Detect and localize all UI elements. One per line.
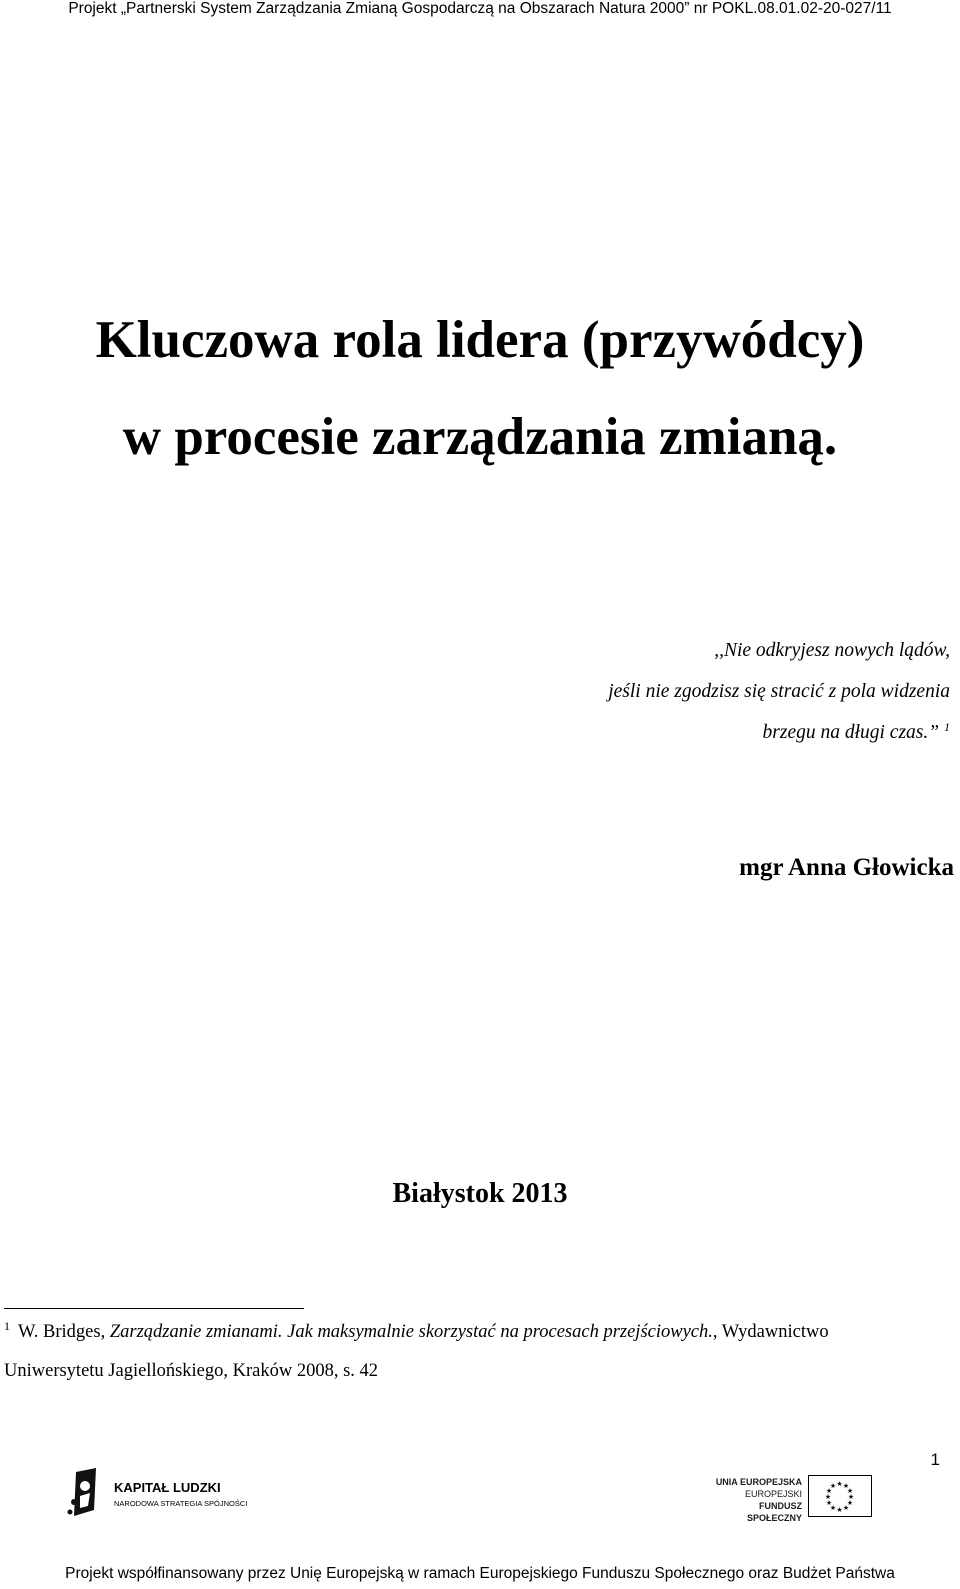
kapital-ludzki-title: KAPITAŁ LUDZKI [114,1480,221,1495]
footnote-separator [4,1308,304,1309]
document-title-line-2: w procesie zarządzania zmianą. [122,408,838,466]
svg-text:★: ★ [846,1499,854,1507]
place-and-year: Białystok 2013 [392,1178,568,1209]
footnote-author: W. Bridges, [18,1322,110,1342]
svg-text:★: ★ [836,1480,843,1488]
footnote-number: 1 [4,1319,10,1333]
svg-text:★: ★ [829,1482,837,1490]
page-header: Projekt „Partnerski System Zarządzania Zmianą Gospodarczą na Obszarach Natura 2000” nr POKL.08.01.02-20-027/11 [68,0,892,17]
svg-text:★: ★ [825,1487,833,1495]
kapital-ludzki-emblem-icon [66,1466,256,1526]
eu-label-line-2: EUROPEJSKI [744,1489,802,1499]
kapital-ludzki-logo [66,1466,256,1526]
eu-fund-label [710,1476,802,1524]
page-footer: Projekt współfinansowany przez Unię Europejską w ramach Europejskiego Funduszu Społecznego oraz Budżet Państwa [65,1565,895,1582]
svg-text:★: ★ [846,1487,854,1495]
svg-text:★: ★ [829,1504,837,1512]
svg-text:★: ★ [836,1506,843,1514]
eu-label-line-3: FUNDUSZ SPOŁECZNY [746,1501,802,1523]
svg-text:★: ★ [842,1482,850,1490]
quote-line-1: ,,Nie odkryjesz nowych lądów, [714,640,950,661]
eu-flag-icon [808,1475,872,1517]
kapital-ludzki-subtitle: NARODOWA STRATEGIA SPÓJNOŚCI [114,1499,248,1508]
author-name: mgr Anna Głowicka [739,854,954,881]
quote-line-3-text: brzegu na długi czas.” [762,722,940,743]
svg-text:★: ★ [825,1499,833,1507]
footnote-book-title: Zarządzanie zmianami. Jak maksymalnie skorzystać na procesach przejściowych. [109,1322,713,1342]
quote-line-3 [250,722,954,744]
svg-text:★: ★ [847,1493,855,1501]
quote-line-2: jeśli nie zgodzisz się stracić z pola widzenia [608,681,950,702]
document-title-line-1: Kluczowa rola lidera (przywódcy) [95,311,865,369]
page-number: 1 [930,1450,940,1469]
footnote-line-1 [4,1319,829,1343]
svg-text:★: ★ [842,1504,850,1512]
footnote-line-2: Uniwersytetu Jagiellońskiego, Kraków 2008, s. 42 [4,1361,379,1381]
eu-label-line-1: UNIA EUROPEJSKA [715,1477,802,1487]
footnote-publisher: , Wydawnictwo [712,1322,829,1342]
footnote-reference: 1 [944,720,950,734]
svg-text:★: ★ [824,1493,832,1501]
